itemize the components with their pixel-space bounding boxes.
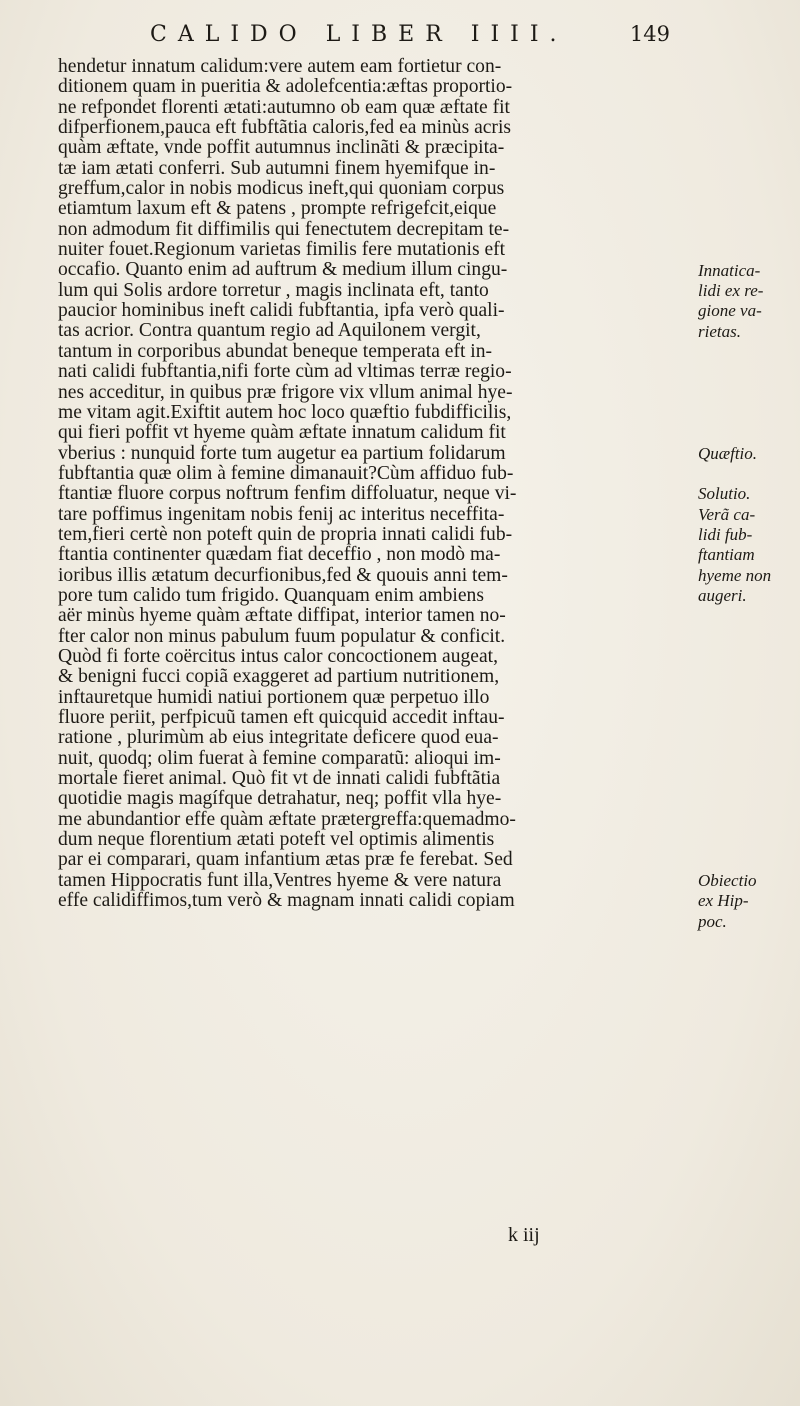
margin-note: poc. bbox=[698, 911, 727, 931]
text-line: etiamtum laxum eft & patens , prompte refrigefcit,eique bbox=[58, 199, 497, 220]
text-line: pore tum calido tum frigido. Quanquam enim ambiens bbox=[58, 585, 484, 606]
text-line: fluore periit, perfpicuũ tamen eft quicquid accedit inftau- bbox=[58, 708, 505, 728]
text-line: tas acrior. Contra quantum regio ad Aquilonem vergit, bbox=[58, 321, 481, 342]
text-line: tantum in corporibus abundat beneque temperata eft in- bbox=[58, 341, 493, 362]
text-line: nes acceditur, in quibus præ frigore vix vllum animal hye- bbox=[58, 382, 513, 403]
signature-mark: k iij bbox=[508, 1224, 540, 1246]
text-line: tæ iam ætati conferri. Sub autumni finem hyemifque in- bbox=[58, 158, 496, 179]
text-line: inftauretque humidi natiui portionem quæ perpetuo illo bbox=[58, 687, 490, 708]
text-line: lum qui Solis ardore torretur , magis inclinata eft, tanto bbox=[58, 280, 489, 301]
margin-note: Verã ca- bbox=[698, 504, 756, 524]
text-line: nuit, quodq; olim fuerat à femine comparatũ: alioqui im- bbox=[58, 748, 501, 769]
margin-note: augeri. bbox=[698, 586, 747, 606]
margin-note: Innatica- bbox=[698, 260, 761, 280]
text-line: ftantia continenter quædam fiat deceffio , non modò ma- bbox=[58, 545, 501, 566]
running-head bbox=[150, 22, 670, 58]
text-line: nati calidi fubftantia,nifi forte cùm ad vltimas terræ regio- bbox=[58, 362, 512, 383]
text-line: fubftantia quæ olim à femine dimanauit?Cùm affiduo fub- bbox=[58, 463, 514, 484]
text-line: dum neque florentium ætati poteft vel optimis alimentis bbox=[58, 830, 495, 851]
margin-note: ftantiam bbox=[698, 545, 755, 565]
text-line: mortale fieret animal. Quò fit vt de innati calidi fubftãtia bbox=[58, 769, 501, 790]
text-line: nuiter fouet.Regionum varietas fimilis fere mutationis eft bbox=[58, 240, 506, 261]
running-head-title: CALIDO LIBER IIII. bbox=[150, 22, 568, 47]
text-line: ioribus illis ætatum decurfionibus,fed & quouis anni tem- bbox=[58, 565, 508, 586]
text-line: quàm æftate, vnde poffit autumnus inclinãti & præcipita- bbox=[58, 138, 505, 159]
margin-note: lidi fub- bbox=[698, 525, 753, 545]
margin-note: rietas. bbox=[698, 321, 741, 341]
text-line: aër minùs hyeme quàm æftate diffipat, interior tamen no- bbox=[58, 606, 506, 627]
text-line: tem,fieri certè non poteft quin de propria innati calidi fub- bbox=[58, 524, 513, 545]
text-line: paucior hominibus ineft calidi fubftantia, ipfa verò quali- bbox=[58, 301, 505, 322]
text-line: ftantiæ fluore corpus noftrum fenfim diffoluatur, neque vi- bbox=[58, 484, 517, 505]
text-line: non admodum fit diffimilis qui fenectutem decrepitam te- bbox=[58, 219, 510, 240]
margin-note: lidi ex re- bbox=[698, 280, 764, 300]
text-line: difperfionem,pauca eft fubftãtia caloris,fed ea minùs acris bbox=[58, 118, 511, 139]
page-number: 149 bbox=[629, 22, 670, 46]
text-line: ne refpondet florenti ætati:autumno ob eam quæ æftate fit bbox=[58, 97, 510, 118]
text-line: tamen Hippocratis funt illa,Ventres hyeme & vere natura bbox=[58, 870, 502, 891]
text-line: & benigni fucci copiã exaggeret ad partium nutritionem, bbox=[58, 667, 500, 688]
text-line: vberius : nunquid forte tum augetur ea partium folidarum bbox=[58, 443, 506, 464]
main-text-block bbox=[58, 57, 738, 911]
margin-note: hyeme non bbox=[698, 565, 772, 585]
text-line: occafio. Quanto enim ad auftrum & medium illum cingu- bbox=[58, 260, 508, 281]
text-line: ditionem quam in pueritia & adolefcentia:æftas proportio- bbox=[58, 77, 513, 98]
text-line: qui fieri poffit vt hyeme quàm æftate innatum calidum fit bbox=[58, 423, 506, 444]
text-line: hendetur innatum calidum:vere autem eam fortietur con- bbox=[58, 57, 502, 77]
margin-note: ex Hip- bbox=[698, 891, 749, 911]
text-line: greffum,calor in nobis modicus ineft,qui quoniam corpus bbox=[58, 179, 505, 200]
text-line: par ei comparari, quam infantium ætas præ fe ferebat. Sed bbox=[58, 850, 513, 871]
margin-note: gione va- bbox=[698, 301, 762, 321]
text-line: me abundantior effe quàm æftate prætergreffa:quemadmo- bbox=[58, 809, 516, 830]
text-line: effe calidiffimos,tum verò & magnam innati calidi copiam bbox=[58, 891, 515, 912]
text-line: quotidie magis magífque detrahatur, neq; poffit vlla hye- bbox=[58, 789, 502, 810]
text-line: me vitam agit.Exiftit autem hoc loco quæftio fubdifficilis, bbox=[58, 402, 512, 423]
margin-note: Solutio. bbox=[698, 484, 751, 504]
text-line: tare poffimus ingenitam nobis fenij ac interitus neceffita- bbox=[58, 504, 505, 525]
margin-note: Quæftio. bbox=[698, 443, 758, 463]
text-line: fter calor non minus pabulum fuum populatur & conficit. bbox=[58, 626, 506, 647]
text-line: ratione , plurimùm ab eius integritate deficere quod eua- bbox=[58, 728, 499, 749]
margin-note: Obiectio bbox=[698, 871, 757, 890]
text-line: Quòd fi forte coërcitus intus calor concoctionem augeat, bbox=[58, 646, 498, 667]
